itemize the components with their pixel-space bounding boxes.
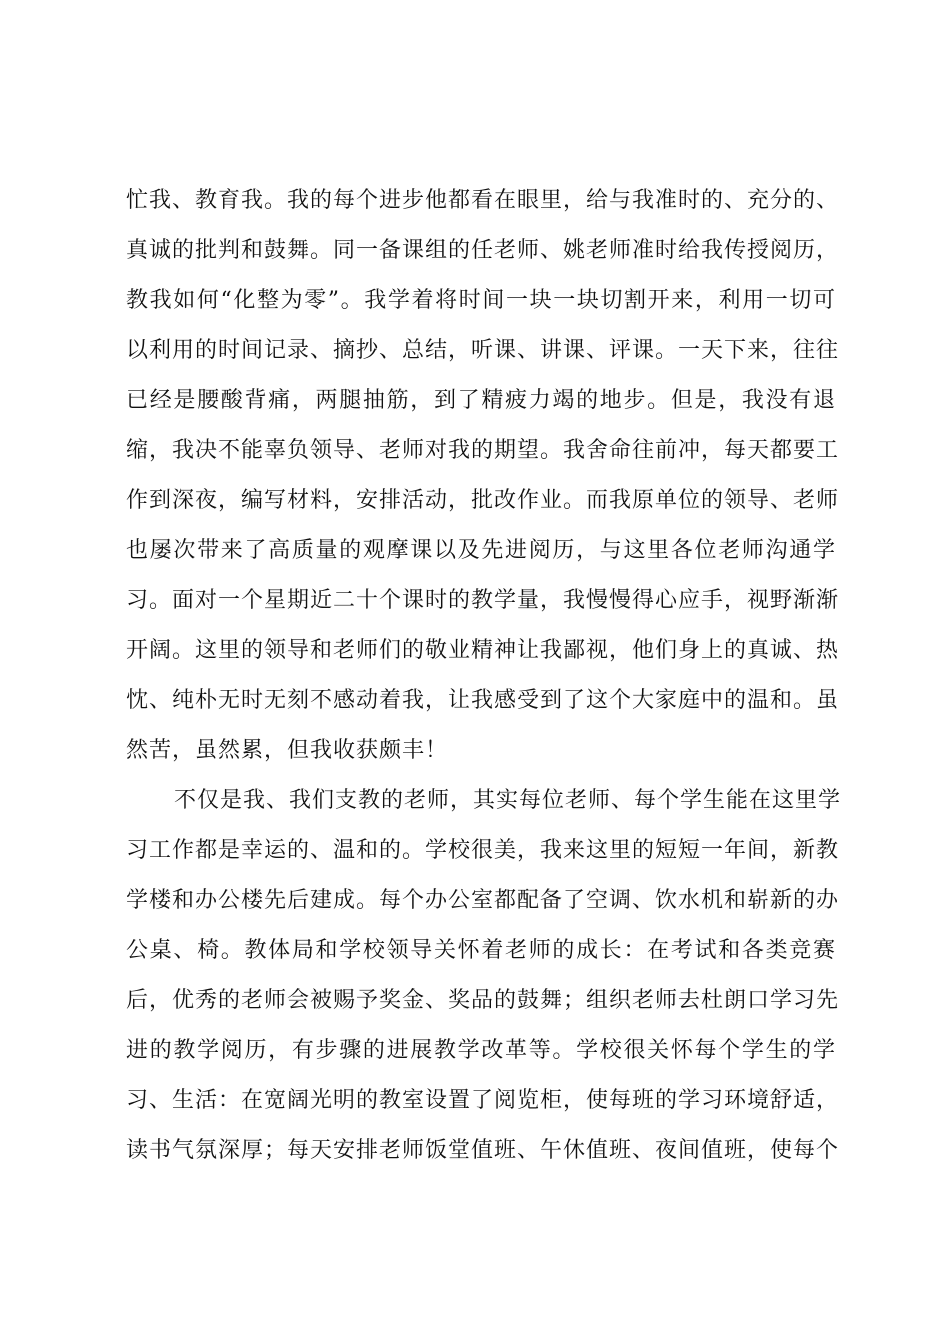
text-line: 进的教学阅历，有步骤的进展教学改革等。学校很关怀每个学生的学 bbox=[126, 1038, 836, 1063]
text-line: 教我如何“化整为零”。我学着将时间一块一块切割开来，利用一切可 bbox=[126, 288, 836, 313]
document-body bbox=[126, 176, 842, 1176]
text-line: 学楼和办公楼先后建成。每个办公室都配备了空调、饮水机和崭新的办 bbox=[126, 888, 840, 913]
text-line: 然苦，虽然累，但我收获颇丰！ bbox=[126, 738, 449, 763]
text-line: 习。面对一个星期近二十个课时的教学量，我慢慢得心应手，视野渐渐 bbox=[126, 588, 840, 613]
text-line: 开阔。这里的领导和老师们的敬业精神让我鄙视，他们身上的真诚、热 bbox=[126, 638, 840, 663]
text-line: 也屡次带来了高质量的观摩课以及先进阅历，与这里各位老师沟通学 bbox=[126, 538, 836, 563]
text-line: 忙我、教育我。我的每个进步他都看在眼里，给与我准时的、充分的、 bbox=[126, 188, 840, 213]
paragraph-1 bbox=[126, 176, 840, 776]
text-line: 不仅是我、我们支教的老师，其实每位老师、每个学生能在这里学 bbox=[174, 788, 842, 813]
paragraph-2 bbox=[126, 776, 842, 1176]
text-line: 已经是腰酸背痛，两腿抽筋，到了精疲力竭的地步。但是，我没有退 bbox=[126, 388, 836, 413]
text-line: 公桌、椅。教体局和学校领导关怀着老师的成长：在考试和各类竞赛 bbox=[126, 938, 836, 963]
text-line: 习工作都是幸运的、温和的。学校很美，我来这里的短短一年间，新教 bbox=[126, 838, 840, 863]
text-line: 忱、纯朴无时无刻不感动着我，让我感受到了这个大家庭中的温和。虽 bbox=[126, 688, 840, 713]
text-line: 以利用的时间记录、摘抄、总结，听课、讲课、评课。一天下来，往往 bbox=[126, 338, 840, 363]
text-line: 缩，我决不能辜负领导、老师对我的期望。我舍命往前冲，每天都要工 bbox=[126, 438, 840, 463]
text-line: 后，优秀的老师会被赐予奖金、奖品的鼓舞；组织老师去杜朗口学习先 bbox=[126, 988, 840, 1013]
text-line: 习、生活：在宽阔光明的教室设置了阅览柜，使每班的学习环境舒适， bbox=[126, 1088, 840, 1113]
text-line: 作到深夜，编写材料，安排活动，批改作业。而我原单位的领导、老师 bbox=[126, 488, 840, 513]
text-line: 真诚的批判和鼓舞。同一备课组的任老师、姚老师准时给我传授阅历， bbox=[126, 238, 840, 263]
text-line: 读书气氛深厚；每天安排老师饭堂值班、午休值班、夜间值班，使每个 bbox=[126, 1138, 840, 1163]
